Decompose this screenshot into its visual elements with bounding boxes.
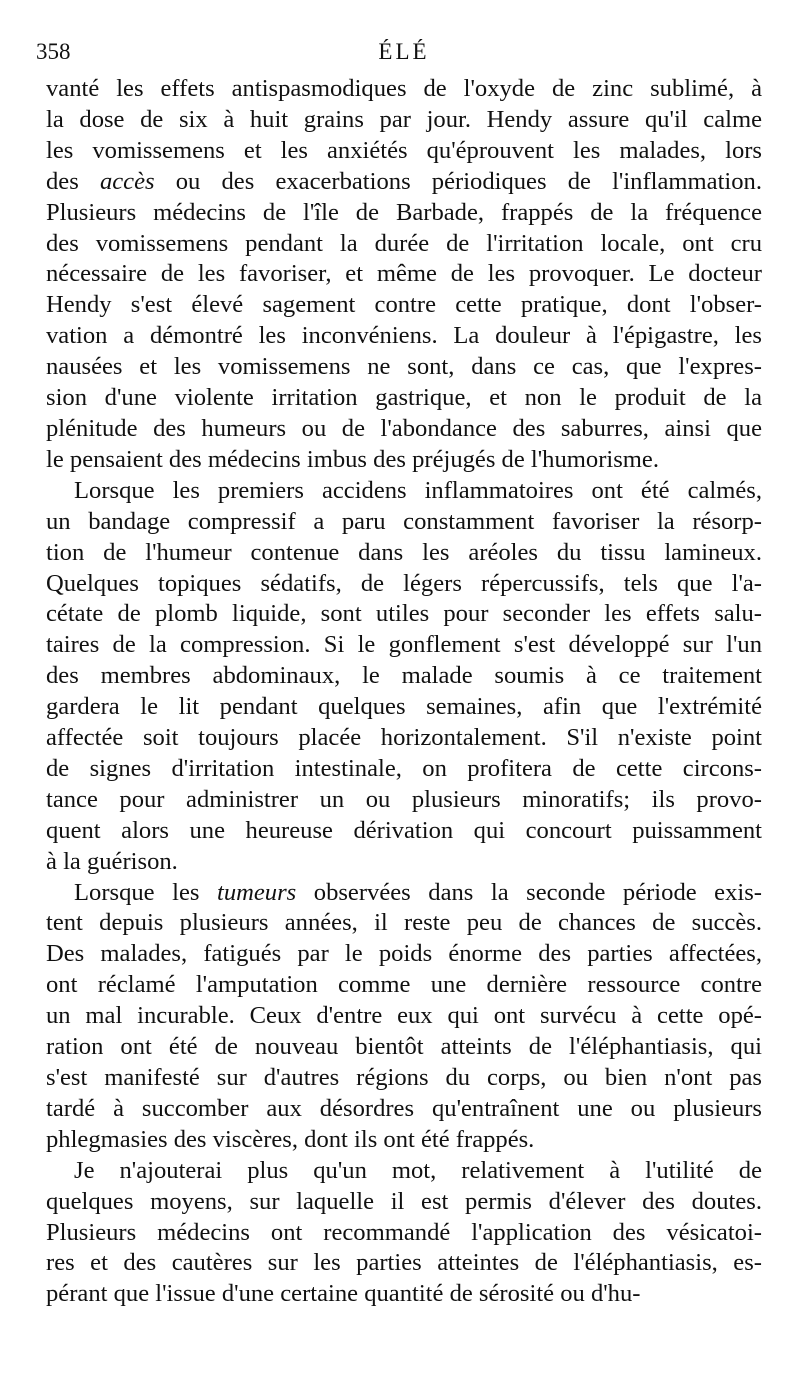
text-line: Des malades, fatigués par le poids énorme des parties affectées, — [46, 940, 762, 968]
text-line: ont réclamé l'amputation comme une dernière ressource contre — [46, 971, 762, 999]
text-line: des vomissemens pendant la durée de l'irritation locale, ont cru — [46, 229, 762, 257]
page-number: 358 — [36, 39, 71, 64]
text-line: Lorsque les tumeurs observées dans la seconde période exis- — [74, 878, 762, 906]
running-head — [36, 30, 762, 74]
text-line: tardé à succomber aux désordres qu'entraînent une ou plusieurs — [46, 1094, 762, 1122]
text-line: nausées et les vomissemens ne sont, dans ce cas, que l'expres- — [46, 353, 762, 381]
paragraph — [46, 74, 762, 476]
text-line: gardera le lit pendant quelques semaines, afin que l'extrémité — [46, 693, 762, 721]
text-line: le pensaient des médecins imbus des préjugés de l'humorisme. — [46, 445, 659, 473]
text-line: de signes d'irritation intestinale, on profitera de cette circons- — [46, 754, 762, 782]
text-line: tent depuis plusieurs années, il reste peu de chances de succès. — [46, 909, 762, 937]
text-line: vanté les effets antispasmodiques de l'oxyde de zinc sublimé, à — [46, 75, 762, 102]
text-line: la dose de six à huit grains par jour. Hendy assure qu'il calme — [46, 105, 762, 133]
text-line: nécessaire de les favoriser, et même de les provoquer. Le docteur — [46, 260, 762, 288]
text-line: phlegmasies des viscères, dont ils ont été frappés. — [46, 1125, 535, 1153]
text-line: des membres abdominaux, le malade soumis à ce traitement — [46, 662, 762, 690]
text-line: cétate de plomb liquide, sont utiles pour seconder les effets salu- — [46, 600, 762, 628]
text-line: quent alors une heureuse dérivation qui concourt puissamment — [46, 816, 762, 844]
paragraph — [46, 1156, 762, 1311]
text-line: un bandage compressif a paru constamment favoriser la résorp- — [46, 507, 762, 535]
body-text — [46, 74, 762, 1310]
paragraph — [46, 476, 762, 878]
text-line: Hendy s'est élevé sagement contre cette pratique, dont l'obser- — [46, 291, 762, 319]
text-line: des accès ou des exacerbations périodiques de l'inflammation. — [46, 167, 762, 195]
text-line: vation a démontré les inconvéniens. La douleur à l'épigastre, les — [46, 322, 762, 350]
book-page — [36, 30, 762, 1310]
text-line: tance pour administrer un ou plusieurs minoratifs; ils provo- — [46, 785, 762, 813]
text-line: Plusieurs médecins de l'île de Barbade, frappés de la fréquence — [46, 198, 762, 226]
text-line: res et des cautères sur les parties atteintes de l'éléphantiasis, es- — [46, 1249, 762, 1277]
text-line: tion de l'humeur contenue dans les aréoles du tissu lamineux. — [46, 538, 762, 566]
text-line: plénitude des humeurs ou de l'abondance des saburres, ainsi que — [46, 414, 762, 442]
text-line: Lorsque les premiers accidens inflammatoires ont été calmés, — [74, 476, 762, 504]
text-line: quelques moyens, sur laquelle il est permis d'élever des doutes. — [46, 1187, 762, 1215]
running-title: ÉLÉ — [378, 39, 430, 64]
text-line: les vomissemens et les anxiétés qu'éprouvent les malades, lors — [46, 136, 762, 164]
text-line: pérant que l'issue d'une certaine quantité de sérosité ou d'hu- — [46, 1280, 641, 1308]
text-line: ration ont été de nouveau bientôt atteints de l'éléphantiasis, qui — [46, 1033, 762, 1061]
text-line: affectée soit toujours placée horizontalement. S'il n'existe point — [46, 724, 762, 752]
text-line: un mal incurable. Ceux d'entre eux qui ont survécu à cette opé- — [46, 1002, 762, 1030]
text-line: sion d'une violente irritation gastrique, et non le produit de la — [46, 384, 762, 412]
text-line: à la guérison. — [46, 847, 178, 875]
paragraph — [46, 878, 762, 1156]
text-line: taires de la compression. Si le gonflement s'est développé sur l'un — [46, 631, 762, 659]
text-line: Plusieurs médecins ont recommandé l'application des vésicatoi- — [46, 1218, 762, 1246]
text-line: Je n'ajouterai plus qu'un mot, relativement à l'utilité de — [74, 1156, 762, 1184]
text-line: s'est manifesté sur d'autres régions du corps, ou bien n'ont pas — [46, 1064, 762, 1091]
text-line: Quelques topiques sédatifs, de légers répercussifs, tels que l'a- — [46, 569, 762, 597]
